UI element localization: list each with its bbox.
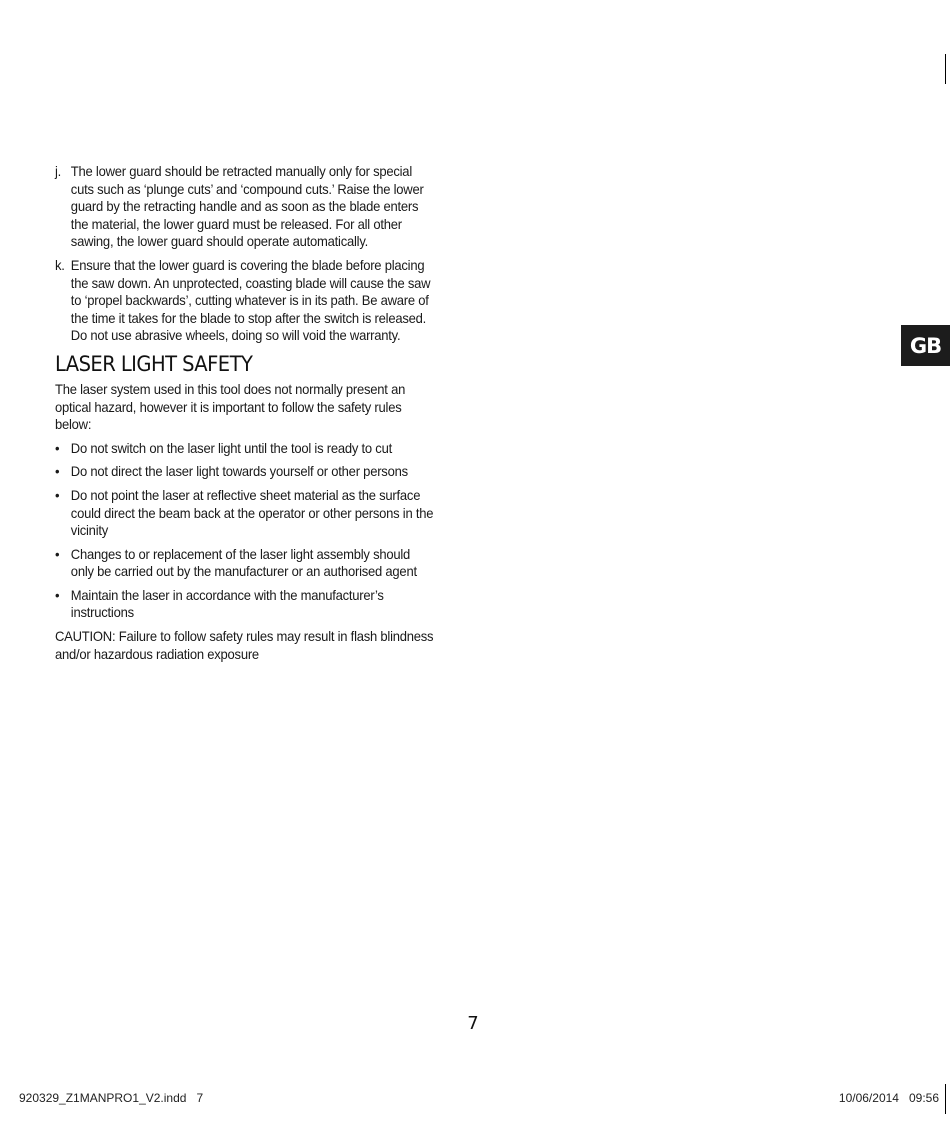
- bullet-item: [55, 587, 436, 622]
- page-content: [55, 163, 436, 663]
- bullet-item: [55, 440, 436, 458]
- section-intro: The laser system used in this tool does not normally present an optical hazard, however it is important to follow the safety rules below:: [55, 380, 406, 433]
- crop-mark-top: [945, 54, 946, 84]
- list-item-text: The lower guard should be retracted manually only for special cuts such as ‘plunge cuts’ and ‘compound cuts.’ Raise the lower guard by the retracting handle and as soon as the blade enters the material, the lower guard must be released. For all other sawing, the lower guard should operate automatically.: [70, 163, 424, 250]
- bullet-text: Do not point the laser at reflective sheet material as the surface could direct the beam back at the operator or other persons in the vicinity: [70, 486, 434, 539]
- bullet-icon: •: [55, 586, 60, 603]
- bullet-item: [55, 463, 436, 481]
- bullet-icon: •: [55, 486, 60, 503]
- list-item-k: [55, 257, 436, 345]
- list-item-j: [55, 163, 436, 251]
- list-marker: k.: [55, 256, 65, 273]
- bullet-item: [55, 546, 436, 581]
- list-item-text: Ensure that the lower guard is covering the blade before placing the saw down. An unprotected, coasting blade will cause the saw to ‘propel backwards’, cutting whatever is in its path. Be aware of the time it takes for the blade to stop after the switch is released. Do not use abrasive wheels, doing so will void the warranty.: [70, 256, 431, 344]
- bullet-text: Do not direct the laser light towards yourself or other persons: [70, 463, 408, 480]
- section-heading: LASER LIGHT SAFETY: [55, 351, 253, 376]
- bullet-icon: •: [55, 463, 60, 480]
- bullet-item: [55, 487, 436, 540]
- list-marker: j.: [55, 163, 62, 179]
- bullet-text: Do not switch on the laser light until the tool is ready to cut: [70, 439, 392, 456]
- crop-mark-bottom: [945, 1084, 946, 1114]
- bullet-icon: •: [55, 545, 60, 562]
- bullet-text: Changes to or replacement of the laser light assembly should only be carried out by the manufacturer or an authorised agent: [70, 545, 417, 580]
- bullet-text: Maintain the laser in accordance with the manufacturer’s instructions: [70, 586, 384, 621]
- language-tab: GB: [901, 325, 950, 366]
- footer-datetime: 10/06/2014 09:56: [838, 1091, 939, 1105]
- page-number: 7: [467, 1013, 479, 1034]
- footer-file-info: 920329_Z1MANPRO1_V2.indd 7: [19, 1091, 204, 1105]
- caution-text: CAUTION: Failure to follow safety rules may result in flash blindness and/or hazardous radiation exposure: [55, 628, 434, 662]
- bullet-icon: •: [55, 439, 60, 456]
